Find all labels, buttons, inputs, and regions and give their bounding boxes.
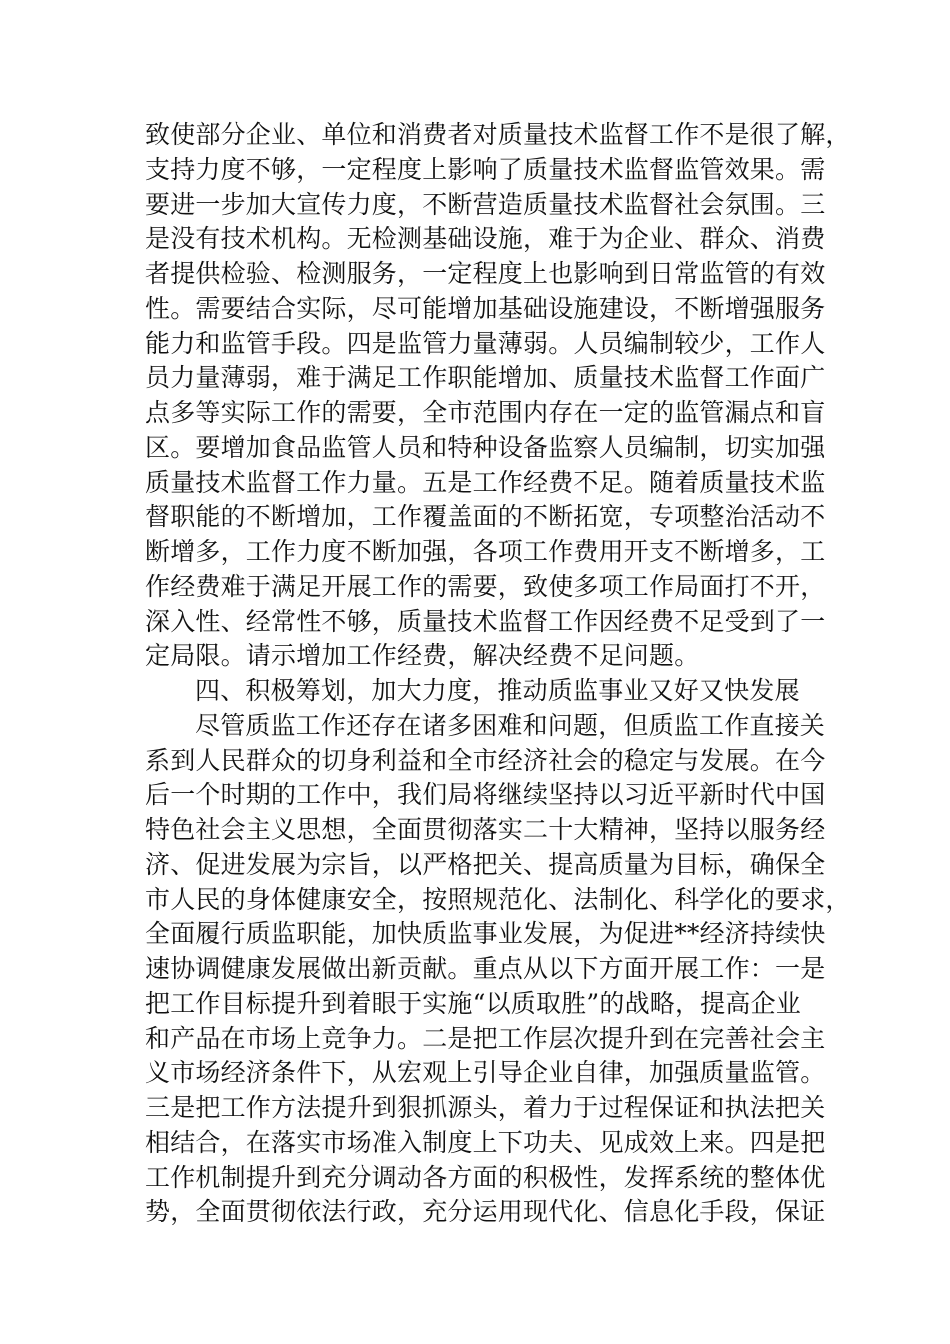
text-line: 工作机制提升到充分调动各方面的积极性，发挥系统的整体优	[145, 1162, 826, 1192]
text-line: 后一个时期的工作中，我们局将继续坚持以习近平新时代中国	[145, 780, 826, 810]
text-line: 全面履行质监职能，加快质监事业发展，为促进**经济持续快	[145, 919, 826, 949]
text-line: 能力和监管手段。四是监管力量薄弱。人员编制较少，工作人	[145, 328, 826, 358]
text-line: 员力量薄弱，难于满足工作职能增加、质量技术监督工作面广	[145, 363, 826, 393]
text-line: 点多等实际工作的需要，全市范围内存在一定的监管漏点和盲	[145, 398, 826, 427]
text-line: 系到人民群众的切身利益和全市经济社会的稳定与发展。在今	[145, 745, 826, 775]
text-line: 深入性、经常性不够，质量技术监督工作因经费不足受到了一	[145, 606, 826, 636]
text-line: 三是把工作方法提升到狠抓源头，着力于过程保证和执法把关	[145, 1093, 826, 1122]
text-line: 特色社会主义思想，全面贯彻落实二十大精神，坚持以服务经	[145, 815, 826, 844]
text-line: 要进一步加大宣传力度，不断营造质量技术监督社会氛围。三	[145, 189, 826, 219]
text-line: 是没有技术机构。无检测基础设施，难于为企业、群众、消费	[145, 224, 826, 254]
text-line: 质量技术监督工作力量。五是工作经费不足。随着质量技术监	[145, 467, 826, 497]
text-line: 和产品在市场上竞争力。二是把工作层次提升到在完善社会主	[145, 1023, 826, 1053]
text-line: 济、促进发展为宗旨，以严格把关、提高质量为目标，确保全	[145, 849, 826, 879]
text-line: 支持力度不够，一定程度上影响了质量技术监督监管效果。需	[145, 154, 826, 184]
text-line: 者提供检验、检测服务，一定程度上也影响到日常监管的有效	[145, 259, 826, 288]
text-line: 义市场经济条件下，从宏观上引导企业自律，加强质量监管。	[145, 1058, 826, 1088]
text-line: 相结合，在落实市场准入制度上下功夫、见成效上来。四是把	[145, 1127, 826, 1157]
text-line: 把工作目标提升到着眼于实施“以质取胜”的战略，提高企业	[145, 988, 801, 1018]
text-line: 定局限。请示增加工作经费，解决经费不足问题。	[145, 641, 700, 671]
text-line: 督职能的不断增加，工作覆盖面的不断拓宽，专项整治活动不	[145, 502, 826, 532]
document-body	[145, 118, 851, 1230]
text-line: 作经费难于满足开展工作的需要，致使多项工作局面打不开，	[145, 571, 826, 601]
text-line: 区。要增加食品监管人员和特种设备监察人员编制，切实加强	[145, 432, 826, 462]
paragraph-start-line: 尽管质监工作还存在诸多困难和问题，但质监工作直接关	[195, 710, 826, 740]
text-line: 势，全面贯彻依法行政，充分运用现代化、信息化手段，保证	[145, 1197, 826, 1227]
text-line: 市人民的身体健康安全，按照规范化、法制化、科学化的要求，	[145, 884, 851, 914]
paragraph-start-line: 四、积极筹划，加大力度，推动质监事业又好又快发展	[195, 676, 800, 705]
text-line: 速协调健康发展做出新贡献。重点从以下方面开展工作：一是	[145, 954, 826, 983]
text-line: 致使部分企业、单位和消费者对质量技术监督工作不是很了解，	[145, 120, 851, 149]
text-line: 性。需要结合实际，尽可能增加基础设施建设，不断增强服务	[145, 293, 826, 323]
text-line: 断增多，工作力度不断加强，各项工作费用开支不断增多，工	[145, 537, 826, 566]
